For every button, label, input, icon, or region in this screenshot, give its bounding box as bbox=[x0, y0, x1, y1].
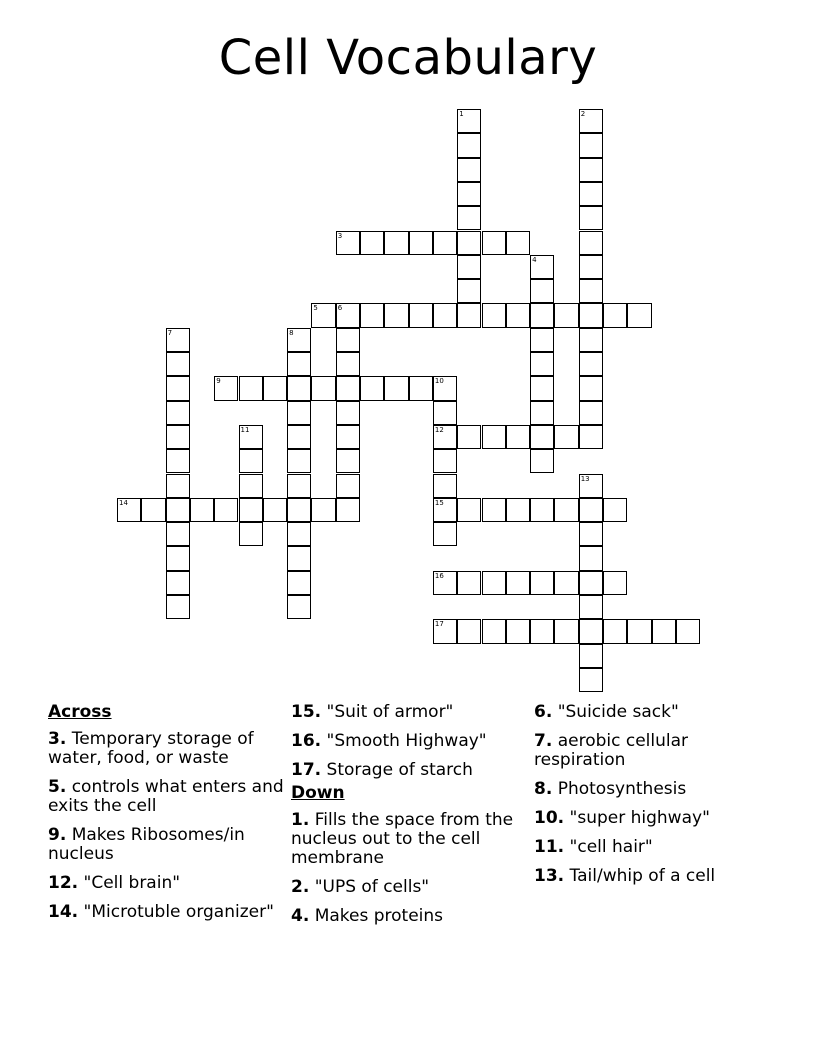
grid-cell[interactable] bbox=[506, 498, 530, 522]
clue-number-label: 3 bbox=[337, 231, 343, 240]
clue-number: 12. bbox=[48, 873, 79, 893]
grid-cell[interactable] bbox=[287, 449, 311, 473]
page-title: Cell Vocabulary bbox=[218, 30, 598, 86]
grid-cell[interactable] bbox=[506, 303, 530, 327]
grid-cell[interactable] bbox=[384, 376, 408, 400]
clue-text: "UPS of cells" bbox=[309, 877, 430, 897]
grid-cell[interactable] bbox=[166, 571, 190, 595]
grid-cell[interactable] bbox=[263, 376, 287, 400]
grid-cell[interactable] bbox=[239, 474, 263, 498]
clue-number-label: 1 bbox=[459, 110, 464, 118]
grid-cell[interactable] bbox=[166, 546, 190, 570]
grid-cell[interactable] bbox=[239, 498, 263, 522]
clue-text: controls what enters and exits the cell bbox=[48, 777, 284, 816]
clue-number-label: 10 bbox=[434, 377, 444, 386]
clue-across-15 bbox=[291, 703, 527, 722]
clue-down-1 bbox=[291, 811, 527, 868]
grid-cell[interactable] bbox=[384, 231, 408, 255]
grid-cell[interactable] bbox=[579, 619, 603, 643]
clue-across-5 bbox=[48, 778, 284, 816]
grid-cell[interactable] bbox=[166, 376, 190, 400]
clue-down-11 bbox=[534, 838, 774, 857]
grid-cell[interactable] bbox=[287, 595, 311, 619]
grid-cell[interactable] bbox=[287, 571, 311, 595]
clue-number-label: 17 bbox=[434, 620, 444, 629]
grid-cell[interactable] bbox=[579, 303, 603, 327]
grid-cell[interactable] bbox=[530, 279, 554, 303]
clue-text: Makes Ribosomes/in nucleus bbox=[48, 825, 245, 864]
grid-cell[interactable] bbox=[506, 231, 530, 255]
grid-cell[interactable] bbox=[554, 498, 578, 522]
grid-cell[interactable] bbox=[554, 619, 578, 643]
clue-number: 17. bbox=[291, 760, 322, 780]
grid-cell[interactable] bbox=[603, 571, 627, 595]
grid-cell[interactable] bbox=[166, 328, 190, 352]
grid-cell[interactable] bbox=[530, 619, 554, 643]
grid-cell[interactable] bbox=[166, 352, 190, 376]
clue-number-label: 14 bbox=[119, 498, 128, 507]
grid-cell[interactable] bbox=[457, 133, 481, 157]
grid-cell[interactable] bbox=[554, 303, 578, 327]
grid-cell[interactable] bbox=[433, 619, 457, 643]
grid-cell[interactable] bbox=[457, 498, 481, 522]
grid-cell[interactable] bbox=[311, 498, 335, 522]
grid-cell[interactable] bbox=[336, 376, 360, 400]
grid-cell[interactable] bbox=[263, 498, 287, 522]
clue-column-2 bbox=[291, 703, 527, 936]
clue-text: "Cell brain" bbox=[78, 873, 181, 893]
grid-cell[interactable] bbox=[579, 668, 603, 692]
grid-cell[interactable] bbox=[457, 158, 481, 182]
clue-number: 2. bbox=[291, 877, 310, 897]
grid-cell[interactable] bbox=[287, 328, 311, 352]
grid-cell[interactable] bbox=[287, 376, 311, 400]
clue-number-label: 4 bbox=[532, 255, 537, 264]
grid-cell[interactable] bbox=[506, 571, 530, 595]
clue-text: Tail/whip of a cell bbox=[564, 866, 716, 886]
grid-cell[interactable] bbox=[311, 376, 335, 400]
grid-cell[interactable] bbox=[506, 619, 530, 643]
grid-cell[interactable] bbox=[530, 376, 554, 400]
clue-down-2 bbox=[291, 878, 527, 897]
grid-cell[interactable] bbox=[457, 255, 481, 279]
grid-cell[interactable] bbox=[579, 546, 603, 570]
grid-cell[interactable] bbox=[166, 474, 190, 498]
clue-number-label: 2 bbox=[580, 110, 586, 118]
grid-cell[interactable] bbox=[530, 449, 554, 473]
grid-cell[interactable] bbox=[579, 644, 603, 668]
grid-cell[interactable] bbox=[457, 303, 481, 327]
grid-cell[interactable] bbox=[166, 401, 190, 425]
clue-text: "Suicide sack" bbox=[552, 702, 679, 722]
grid-cell[interactable] bbox=[457, 182, 481, 206]
clue-number: 9. bbox=[48, 825, 67, 845]
clue-across-17 bbox=[291, 761, 527, 780]
grid-cell[interactable] bbox=[360, 303, 384, 327]
clue-number-label: 7 bbox=[167, 328, 173, 337]
clue-number-label: 12 bbox=[434, 425, 444, 434]
grid-cell[interactable] bbox=[579, 474, 603, 498]
grid-cell[interactable] bbox=[336, 303, 360, 327]
clue-down-4 bbox=[291, 907, 527, 926]
grid-cell[interactable] bbox=[579, 376, 603, 400]
grid-cell[interactable] bbox=[360, 376, 384, 400]
grid-cell[interactable] bbox=[287, 474, 311, 498]
grid-cell[interactable] bbox=[433, 376, 457, 400]
grid-cell[interactable] bbox=[336, 425, 360, 449]
grid-cell[interactable] bbox=[287, 498, 311, 522]
grid-cell[interactable] bbox=[166, 522, 190, 546]
grid-cell[interactable] bbox=[409, 303, 433, 327]
clue-number: 13. bbox=[534, 866, 565, 886]
grid-cell[interactable] bbox=[409, 376, 433, 400]
grid-cell[interactable] bbox=[336, 231, 360, 255]
clue-text: "super highway" bbox=[564, 808, 710, 828]
grid-cell[interactable] bbox=[579, 133, 603, 157]
grid-cell[interactable] bbox=[433, 522, 457, 546]
grid-cell[interactable] bbox=[433, 498, 457, 522]
grid-cell[interactable] bbox=[239, 376, 263, 400]
grid-cell[interactable] bbox=[530, 303, 554, 327]
clue-down-13 bbox=[534, 867, 774, 886]
grid-cell[interactable] bbox=[603, 303, 627, 327]
grid-cell[interactable] bbox=[482, 571, 506, 595]
grid-cell[interactable] bbox=[239, 449, 263, 473]
grid-cell[interactable] bbox=[433, 474, 457, 498]
clue-text: "cell hair" bbox=[564, 837, 653, 857]
grid-cell[interactable] bbox=[336, 498, 360, 522]
clue-number-label: 11 bbox=[240, 425, 250, 434]
clue-number: 16. bbox=[291, 731, 322, 751]
clue-number: 14. bbox=[48, 902, 79, 922]
clue-text: Photosynthesis bbox=[552, 779, 687, 799]
clue-down-8 bbox=[534, 780, 774, 799]
grid-cell[interactable] bbox=[530, 255, 554, 279]
clue-number-label: 5 bbox=[313, 304, 318, 313]
grid-cell[interactable] bbox=[190, 498, 214, 522]
grid-cell[interactable] bbox=[287, 522, 311, 546]
clue-number: 3. bbox=[48, 729, 67, 749]
grid-cell[interactable] bbox=[311, 303, 335, 327]
clue-down-7 bbox=[534, 732, 774, 770]
grid-cell[interactable] bbox=[530, 401, 554, 425]
clue-number-label: 9 bbox=[216, 377, 221, 386]
grid-cell[interactable] bbox=[117, 498, 141, 522]
grid-cell[interactable] bbox=[579, 328, 603, 352]
grid-cell[interactable] bbox=[166, 498, 190, 522]
grid-cell[interactable] bbox=[287, 425, 311, 449]
grid-cell[interactable] bbox=[603, 619, 627, 643]
grid-cell[interactable] bbox=[579, 425, 603, 449]
clue-across-16 bbox=[291, 732, 527, 751]
grid-cell[interactable] bbox=[457, 279, 481, 303]
clue-column-1 bbox=[48, 703, 284, 932]
grid-cell[interactable] bbox=[360, 231, 384, 255]
grid-cell[interactable] bbox=[433, 303, 457, 327]
clue-number: 11. bbox=[534, 837, 565, 857]
clue-text: Temporary storage of water, food, or waste bbox=[48, 729, 254, 768]
grid-cell[interactable] bbox=[579, 571, 603, 595]
grid-cell[interactable] bbox=[214, 498, 238, 522]
grid-cell[interactable] bbox=[579, 206, 603, 230]
grid-cell[interactable] bbox=[336, 352, 360, 376]
grid-cell[interactable] bbox=[166, 595, 190, 619]
clue-down-10 bbox=[534, 809, 774, 828]
clue-number: 6. bbox=[534, 702, 553, 722]
grid-cell[interactable] bbox=[433, 425, 457, 449]
clue-number: 1. bbox=[291, 810, 310, 830]
grid-cell[interactable] bbox=[336, 328, 360, 352]
clue-number-label: 8 bbox=[289, 328, 294, 337]
grid-cell[interactable] bbox=[627, 619, 651, 643]
clue-column-3 bbox=[534, 703, 774, 896]
grid-cell[interactable] bbox=[482, 619, 506, 643]
grid-cell[interactable] bbox=[457, 206, 481, 230]
grid-cell[interactable] bbox=[579, 182, 603, 206]
clue-across-3 bbox=[48, 730, 284, 768]
grid-cell[interactable] bbox=[554, 425, 578, 449]
grid-cell[interactable] bbox=[579, 595, 603, 619]
grid-cell[interactable] bbox=[214, 376, 238, 400]
grid-cell[interactable] bbox=[579, 401, 603, 425]
grid-cell[interactable] bbox=[166, 425, 190, 449]
grid-cell[interactable] bbox=[627, 303, 651, 327]
grid-cell[interactable] bbox=[409, 231, 433, 255]
grid-cell[interactable] bbox=[336, 449, 360, 473]
clue-text: Fills the space from the nucleus out to the cell membrane bbox=[291, 810, 514, 868]
grid-cell[interactable] bbox=[579, 158, 603, 182]
grid-cell[interactable] bbox=[482, 425, 506, 449]
clue-text: "Smooth Highway" bbox=[321, 731, 487, 751]
grid-cell[interactable] bbox=[579, 352, 603, 376]
grid-cell[interactable] bbox=[457, 231, 481, 255]
clue-number: 7. bbox=[534, 731, 553, 751]
clue-text: "Microtuble organizer" bbox=[78, 902, 274, 922]
grid-cell[interactable] bbox=[336, 401, 360, 425]
clue-across-9 bbox=[48, 826, 284, 864]
clue-number-label: 6 bbox=[337, 304, 343, 313]
clue-number: 10. bbox=[534, 808, 565, 828]
clue-number: 8. bbox=[534, 779, 553, 799]
grid-cell[interactable] bbox=[506, 425, 530, 449]
grid-cell[interactable] bbox=[287, 352, 311, 376]
grid-cell[interactable] bbox=[579, 522, 603, 546]
grid-cell[interactable] bbox=[579, 279, 603, 303]
clue-across-12 bbox=[48, 874, 284, 893]
grid-cell[interactable] bbox=[530, 352, 554, 376]
grid-cell[interactable] bbox=[239, 425, 263, 449]
grid-cell[interactable] bbox=[287, 401, 311, 425]
clue-number-label: 15 bbox=[434, 498, 444, 507]
grid-cell[interactable] bbox=[579, 109, 603, 133]
grid-cell[interactable] bbox=[457, 619, 481, 643]
clue-number-label: 16 bbox=[434, 571, 444, 580]
clue-across-14 bbox=[48, 903, 284, 922]
grid-cell[interactable] bbox=[482, 231, 506, 255]
grid-cell[interactable] bbox=[384, 303, 408, 327]
grid-cell[interactable] bbox=[676, 619, 700, 643]
grid-cell[interactable] bbox=[287, 546, 311, 570]
grid-cell[interactable] bbox=[482, 303, 506, 327]
clue-number-label: 13 bbox=[580, 474, 590, 483]
grid-cell[interactable] bbox=[530, 328, 554, 352]
grid-cell[interactable] bbox=[433, 401, 457, 425]
grid-cell[interactable] bbox=[579, 255, 603, 279]
grid-cell[interactable] bbox=[482, 498, 506, 522]
grid-cell[interactable] bbox=[336, 474, 360, 498]
grid-cell[interactable] bbox=[141, 498, 165, 522]
grid-cell[interactable] bbox=[457, 425, 481, 449]
grid-cell[interactable] bbox=[579, 231, 603, 255]
grid-cell[interactable] bbox=[457, 571, 481, 595]
clue-down-6 bbox=[534, 703, 774, 722]
clue-number: 15. bbox=[291, 702, 322, 722]
grid-cell[interactable] bbox=[239, 522, 263, 546]
grid-cell[interactable] bbox=[433, 231, 457, 255]
clue-text: aerobic cellular respiration bbox=[534, 731, 689, 770]
grid-cell[interactable] bbox=[457, 109, 481, 133]
grid-cell[interactable] bbox=[603, 498, 627, 522]
grid-cell[interactable] bbox=[554, 571, 578, 595]
clue-text: "Suit of armor" bbox=[321, 702, 454, 722]
across-heading: Across bbox=[48, 702, 112, 722]
grid-cell[interactable] bbox=[530, 571, 554, 595]
grid-cell[interactable] bbox=[652, 619, 676, 643]
down-heading: Down bbox=[291, 783, 345, 803]
grid-cell[interactable] bbox=[166, 449, 190, 473]
clue-number: 5. bbox=[48, 777, 67, 797]
grid-cell[interactable] bbox=[530, 425, 554, 449]
grid-cell[interactable] bbox=[579, 498, 603, 522]
clue-number: 4. bbox=[291, 906, 310, 926]
grid-cell[interactable] bbox=[433, 449, 457, 473]
clue-text: Makes proteins bbox=[309, 906, 444, 926]
clue-text: Storage of starch bbox=[321, 760, 473, 780]
grid-cell[interactable] bbox=[433, 571, 457, 595]
grid-cell[interactable] bbox=[530, 498, 554, 522]
